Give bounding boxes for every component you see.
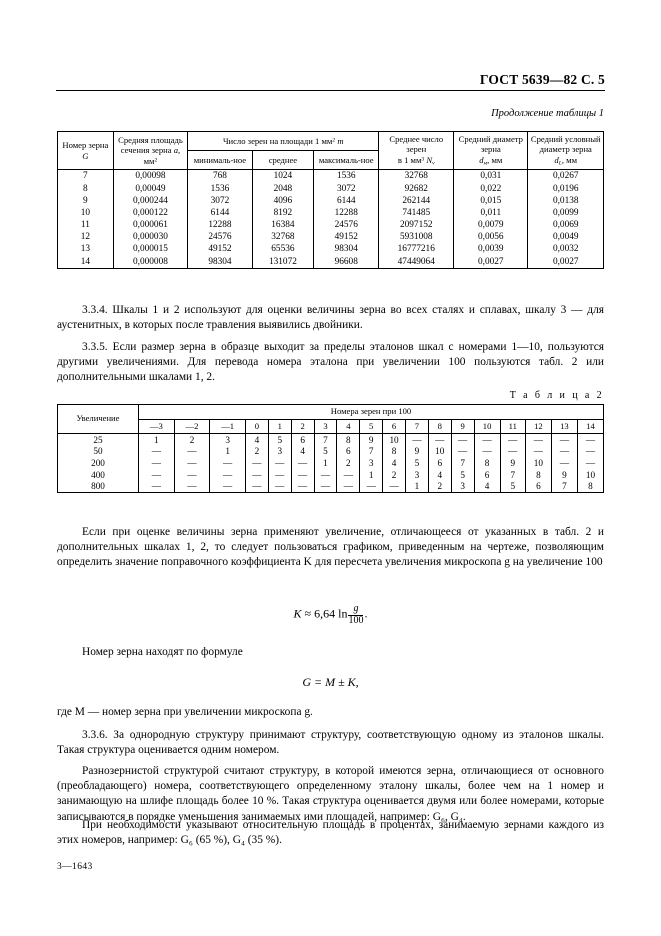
formula-k-period: . bbox=[364, 606, 368, 621]
table2-cell: 5 bbox=[500, 481, 525, 493]
th-mean-diameter-sub: м bbox=[483, 160, 488, 167]
table2-colhead-14: 11 bbox=[500, 419, 525, 434]
table1-cell-max: 12288 bbox=[314, 207, 379, 219]
formula-k-equals: ≈ bbox=[304, 606, 312, 621]
table2-colhead-0: —3 bbox=[139, 419, 175, 434]
table1-cell-Nv: 47449064 bbox=[379, 256, 454, 269]
formula-k-coefficient: 6,64 ln bbox=[314, 606, 348, 621]
table2-cell: 3 bbox=[360, 457, 383, 469]
table1-cell-max: 96608 bbox=[314, 256, 379, 269]
table1-cell-Nv: 5931008 bbox=[379, 231, 454, 243]
table2-cell: — bbox=[314, 481, 337, 493]
table2-cell: — bbox=[245, 481, 268, 493]
th-max bbox=[314, 151, 379, 170]
table2-head bbox=[58, 405, 604, 434]
table-row bbox=[58, 207, 604, 219]
th-min bbox=[188, 151, 253, 170]
table1-cell-a: 0,000030 bbox=[113, 231, 187, 243]
table2-cell: 10 bbox=[383, 434, 406, 446]
table1-body bbox=[58, 170, 604, 269]
th-grain-number-label: Номер зерна bbox=[62, 140, 109, 151]
table1-cell-min: 768 bbox=[188, 170, 253, 183]
table1-cell-Nv: 92682 bbox=[379, 183, 454, 195]
table2-cell: 8 bbox=[337, 434, 360, 446]
table-row bbox=[58, 170, 604, 183]
table2-cell: 10 bbox=[428, 446, 451, 458]
table2-cell: — bbox=[139, 469, 175, 481]
table2-colhead-15: 12 bbox=[525, 419, 551, 434]
table1-cell-G: 7 bbox=[58, 170, 114, 183]
table1-cell-dm: 0,0027 bbox=[454, 256, 528, 269]
table1-cell-dL: 0,0267 bbox=[528, 170, 604, 183]
table2-cell: 7 bbox=[451, 457, 474, 469]
th-max-label: максималь-ное bbox=[318, 155, 374, 166]
table2-cell: — bbox=[139, 446, 175, 458]
page-header-standard-number: ГОСТ 5639—82 С. 5 bbox=[479, 72, 605, 87]
table2-cell: — bbox=[245, 457, 268, 469]
table2-cell: 4 bbox=[383, 457, 406, 469]
table2-cell: — bbox=[268, 469, 291, 481]
paragraph-relative-area: При необходимости указывают относительную площадь в процентах, занимаемую зернами каждого из этих номеров, например: G₆ (65 %), G₄ (35 %). bbox=[57, 819, 604, 847]
th-magnification bbox=[58, 405, 139, 434]
table2-cell: 8 bbox=[577, 481, 603, 493]
table2-colhead-5: 2 bbox=[291, 419, 314, 434]
th-grain-numbers-at-100-label: Номера зерен при 100 bbox=[330, 406, 412, 416]
table1-cell-dL: 0,0099 bbox=[528, 207, 604, 219]
th-cond-diameter-label: Средний условный диаметр зерна bbox=[530, 134, 601, 155]
table2-cell: 8 bbox=[525, 469, 551, 481]
paragraph-grain-formula-intro: Номер зерна находят по формуле bbox=[82, 646, 243, 658]
table2-cell: 8 bbox=[474, 457, 500, 469]
table2-cell: — bbox=[525, 446, 551, 458]
table2-cell: — bbox=[577, 457, 603, 469]
table1-cell-Nv: 16777216 bbox=[379, 244, 454, 256]
table2-cell: 3 bbox=[268, 446, 291, 458]
formula-k-fraction bbox=[348, 604, 363, 627]
table1-cell-a: 0,000015 bbox=[113, 244, 187, 256]
table1-cell-avg: 4096 bbox=[252, 195, 313, 207]
paragraph-3-3-4: 3.3.4. Шкалы 1 и 2 используют для оценки величины зерна во всех сталях и сплавах, шкалу 3 — для аустенитных, в которых после травления выявились двойники. bbox=[57, 304, 604, 332]
table1-cell-min: 98304 bbox=[188, 256, 253, 269]
table2-cell: — bbox=[139, 481, 175, 493]
th-mean-area-units-exp: 2 bbox=[154, 157, 158, 164]
table2-cell-magnification: 25 bbox=[58, 434, 139, 446]
table1-cell-G: 13 bbox=[58, 244, 114, 256]
paragraph-where-m: где M — номер зерна при увеличении микроскопа g. bbox=[57, 706, 313, 718]
table2-cell-magnification: 400 bbox=[58, 469, 139, 481]
table1-cell-dL: 0,0196 bbox=[528, 183, 604, 195]
table2-cell-magnification: 200 bbox=[58, 457, 139, 469]
table2-header-row-1 bbox=[58, 405, 604, 420]
formula-k-symbol: K bbox=[293, 606, 302, 621]
th-grain-count-group-symbol: m bbox=[337, 135, 344, 146]
table-row bbox=[58, 219, 604, 231]
th-mean-count-sublabel: в 1 мм bbox=[397, 154, 422, 165]
table2-cell: — bbox=[174, 457, 210, 469]
table2-cell: — bbox=[337, 481, 360, 493]
table2-cell: 3 bbox=[405, 469, 428, 481]
table2-cell-magnification: 800 bbox=[58, 481, 139, 493]
table-row bbox=[58, 231, 604, 243]
table2-cell: — bbox=[428, 434, 451, 446]
formula-k-numerator: g bbox=[353, 603, 359, 614]
table2-cell: 7 bbox=[551, 481, 577, 493]
table1-cell-dL: 0,0069 bbox=[528, 219, 604, 231]
table2-cell: 6 bbox=[525, 481, 551, 493]
table2-cell: 4 bbox=[245, 434, 268, 446]
table2-cell: 1 bbox=[405, 481, 428, 493]
table2-cell: — bbox=[174, 481, 210, 493]
table2-cell: — bbox=[210, 457, 246, 469]
table-row bbox=[58, 256, 604, 269]
table1-head bbox=[58, 132, 604, 170]
table1-cell-Nv: 2097152 bbox=[379, 219, 454, 231]
th-grain-count-group-label: Число зерен на площади 1 мм bbox=[222, 135, 333, 146]
th-grain-number bbox=[58, 132, 114, 170]
table2-cell: 2 bbox=[337, 457, 360, 469]
table2-cell: — bbox=[174, 446, 210, 458]
table1-cell-G: 8 bbox=[58, 183, 114, 195]
table1-cell-max: 3072 bbox=[314, 183, 379, 195]
table2-cell: 8 bbox=[383, 446, 406, 458]
table2-cell: 5 bbox=[451, 469, 474, 481]
table1-cell-Nv: 262144 bbox=[379, 195, 454, 207]
footer-signature: 3—1643 bbox=[57, 862, 93, 872]
table2-cell: — bbox=[174, 469, 210, 481]
table-row bbox=[58, 446, 604, 458]
paragraph-3-3-5: 3.3.5. Если размер зерна в образце выходит за пределы эталонов шкал с номерами 1—10, пользуются другими увеличениями. Для перевода номера эталона при увеличении 100 пользуются табл. 2 или дополнительными шкалами 1, 2. bbox=[57, 341, 604, 384]
table2-cell: 6 bbox=[291, 434, 314, 446]
th-cond-diameter-sub: L bbox=[558, 160, 562, 167]
table2-cell-magnification: 50 bbox=[58, 446, 139, 458]
th-mean-diameter: Средний диаметр зерна $d_м$, мм bbox=[454, 132, 528, 170]
table2-cell: 9 bbox=[405, 446, 428, 458]
th-mean-area bbox=[113, 132, 187, 170]
table1-cell-min: 49152 bbox=[188, 244, 253, 256]
table2-cell: — bbox=[474, 446, 500, 458]
table2-caption: Т а б л и ц а 2 bbox=[509, 390, 604, 401]
table-row bbox=[58, 481, 604, 493]
table2-cell: — bbox=[337, 469, 360, 481]
formula-grain-number-text: G = M ± K, bbox=[302, 675, 359, 689]
th-mean-area-units: мм bbox=[143, 155, 155, 166]
table1-caption: Продолжение таблицы 1 bbox=[491, 108, 604, 119]
table1-cell-G: 9 bbox=[58, 195, 114, 207]
table2-cell: — bbox=[314, 469, 337, 481]
th-cond-diameter-units: мм bbox=[566, 154, 578, 165]
table2-colhead-4: 1 bbox=[268, 419, 291, 434]
table2-colhead-11: 8 bbox=[428, 419, 451, 434]
table-row bbox=[58, 469, 604, 481]
table1-cell-min: 6144 bbox=[188, 207, 253, 219]
table1-cell-dm: 0,022 bbox=[454, 183, 528, 195]
table2-cell: 9 bbox=[551, 469, 577, 481]
table1-cell-dm: 0,011 bbox=[454, 207, 528, 219]
table2-cell: — bbox=[360, 481, 383, 493]
table1-cell-G: 10 bbox=[58, 207, 114, 219]
table2-colhead-17: 14 bbox=[577, 419, 603, 434]
table1-cell-G: 11 bbox=[58, 219, 114, 231]
table2-cell: 1 bbox=[360, 469, 383, 481]
table1-cell-avg: 32768 bbox=[252, 231, 313, 243]
table1-cell-max: 24576 bbox=[314, 219, 379, 231]
paragraph-heterogeneous-structure: Разнозернистой структурой считают структуру, в которой имеются зерна, отличающиеся от основного (преобладающего) номера, соответствующего определенному эталону шкалы, более чем на 1 номер и занимающую на шлифе площадь более 10 %. Такая структура оценивается двумя или более номерами, которые записываются в порядке уменьшения занимаемых ими площадей, например: G₆, G₄. bbox=[57, 765, 604, 823]
paragraph-correction-coefficient: Если при оценке величины зерна применяют увеличение, отличающееся от указанных в табл. 2 и дополнительных шкалах 1, 2, то следует пользоваться графиком, приведенным на чертеже, позволяющим определить значение поправочного коэффициента K для пересчета увеличения микроскопа g на увеличение 100 bbox=[57, 526, 604, 569]
table2-cell: 9 bbox=[360, 434, 383, 446]
formula-correction-coefficient bbox=[57, 604, 604, 627]
th-grain-number-symbol: G bbox=[82, 150, 89, 161]
table1-cell-dm: 0,015 bbox=[454, 195, 528, 207]
table2-colhead-7: 4 bbox=[337, 419, 360, 434]
table1-cell-avg: 8192 bbox=[252, 207, 313, 219]
table1-cell-dL: 0,0138 bbox=[528, 195, 604, 207]
th-magnification-label: Увеличение bbox=[76, 413, 120, 424]
table1-cell-dL: 0,0032 bbox=[528, 244, 604, 256]
header-rule bbox=[56, 90, 605, 91]
table2-colhead-1: —2 bbox=[174, 419, 210, 434]
table2-cell: — bbox=[210, 469, 246, 481]
table2-cell: — bbox=[551, 434, 577, 446]
table1-cell-avg: 2048 bbox=[252, 183, 313, 195]
table2-cell: — bbox=[291, 481, 314, 493]
table2-cell: 1 bbox=[314, 457, 337, 469]
table2-cell: — bbox=[474, 434, 500, 446]
th-mean-count-symbol: N bbox=[426, 154, 433, 165]
table2-cell: — bbox=[577, 446, 603, 458]
table1-cell-min: 3072 bbox=[188, 195, 253, 207]
table1-cell-Nv: 741485 bbox=[379, 207, 454, 219]
table2-cell: 2 bbox=[383, 469, 406, 481]
table2-header-row-2 bbox=[58, 419, 604, 434]
th-mean-diameter-units: мм bbox=[491, 154, 503, 165]
table2-cell: 1 bbox=[210, 446, 246, 458]
table1-cell-Nv: 32768 bbox=[379, 170, 454, 183]
table2-colhead-13: 10 bbox=[474, 419, 500, 434]
table2-cell: — bbox=[500, 446, 525, 458]
table2-cell: — bbox=[500, 434, 525, 446]
table2-cell: — bbox=[210, 481, 246, 493]
table2-colhead-16: 13 bbox=[551, 419, 577, 434]
table1-cell-a: 0,000122 bbox=[113, 207, 187, 219]
table1-cell-G: 12 bbox=[58, 231, 114, 243]
table1-cell-a: 0,000008 bbox=[113, 256, 187, 269]
th-mean-count-symbol-sub: v bbox=[432, 160, 435, 167]
table2-cell: — bbox=[383, 481, 406, 493]
th-cond-diameter: Средний условный диаметр зерна $d_L$, мм bbox=[528, 132, 604, 170]
table1-cell-dL: 0,0049 bbox=[528, 231, 604, 243]
table2-cell: 7 bbox=[500, 469, 525, 481]
th-mean-diameter-label: Средний диаметр зерна bbox=[458, 134, 523, 155]
formula-k-denominator: 100 bbox=[348, 615, 364, 626]
th-grain-count-group bbox=[188, 132, 379, 151]
table2-cell: 1 bbox=[139, 434, 175, 446]
table2-cell: 10 bbox=[577, 469, 603, 481]
table1-cell-avg: 1024 bbox=[252, 170, 313, 183]
table2-cell: 2 bbox=[174, 434, 210, 446]
table-row bbox=[58, 457, 604, 469]
table1-cell-min: 12288 bbox=[188, 219, 253, 231]
table2-cell: 6 bbox=[337, 446, 360, 458]
th-mean-area-label: Средняя площадь сечения зерна bbox=[118, 135, 183, 156]
table2-cell: 5 bbox=[405, 457, 428, 469]
table2-cell: 2 bbox=[428, 481, 451, 493]
th-mean-count-exp: 3 bbox=[421, 156, 425, 163]
table2-colhead-10: 7 bbox=[405, 419, 428, 434]
th-min-label: минималь-ное bbox=[193, 155, 247, 166]
table2-colhead-3: 0 bbox=[245, 419, 268, 434]
table1-cell-a: 0,000244 bbox=[113, 195, 187, 207]
table1-cell-max: 98304 bbox=[314, 244, 379, 256]
table1-cell-dm: 0,031 bbox=[454, 170, 528, 183]
table2-cell: 10 bbox=[525, 457, 551, 469]
th-mean-area-symbol: a, bbox=[173, 145, 181, 156]
th-avg bbox=[252, 151, 313, 170]
table1-cell-max: 6144 bbox=[314, 195, 379, 207]
table-row bbox=[58, 434, 604, 446]
th-mean-count bbox=[379, 132, 454, 170]
table2-cell: 5 bbox=[268, 434, 291, 446]
th-avg-label: среднее bbox=[268, 155, 298, 166]
table2-cell: — bbox=[405, 434, 428, 446]
table1-cell-dm: 0,0039 bbox=[454, 244, 528, 256]
table2-cell: — bbox=[268, 457, 291, 469]
table2-cell: 4 bbox=[291, 446, 314, 458]
table1-cell-dL: 0,0027 bbox=[528, 256, 604, 269]
table2-cell: 7 bbox=[360, 446, 383, 458]
table2-colhead-12: 9 bbox=[451, 419, 474, 434]
table-row bbox=[58, 244, 604, 256]
table1-cell-max: 1536 bbox=[314, 170, 379, 183]
table1-cell-G: 14 bbox=[58, 256, 114, 269]
th-grain-count-group-exp: 2 bbox=[332, 137, 336, 144]
table1-cell-a: 0,00098 bbox=[113, 170, 187, 183]
th-mean-count-label: Среднее число зерен bbox=[389, 134, 444, 155]
table2-cell: 2 bbox=[245, 446, 268, 458]
table2-cell: 4 bbox=[474, 481, 500, 493]
table1-cell-max: 49152 bbox=[314, 231, 379, 243]
table2-colhead-6: 3 bbox=[314, 419, 337, 434]
table-grain-size-continuation bbox=[57, 131, 604, 269]
formula-grain-number bbox=[57, 675, 604, 690]
table1-cell-min: 24576 bbox=[188, 231, 253, 243]
table2-colhead-8: 5 bbox=[360, 419, 383, 434]
table2-cell: 6 bbox=[428, 457, 451, 469]
table2-cell: 9 bbox=[500, 457, 525, 469]
table2-cell: — bbox=[268, 481, 291, 493]
table1-cell-a: 0,00049 bbox=[113, 183, 187, 195]
table-row bbox=[58, 183, 604, 195]
th-grain-numbers-at-100 bbox=[139, 405, 604, 420]
th-mean-diameter-symbol: d bbox=[479, 154, 484, 165]
table2-cell: — bbox=[291, 457, 314, 469]
table2-colhead-9: 6 bbox=[383, 419, 406, 434]
table2-cell: — bbox=[577, 434, 603, 446]
table2-cell: 3 bbox=[451, 481, 474, 493]
table1-cell-dm: 0,0056 bbox=[454, 231, 528, 243]
table2-body bbox=[58, 434, 604, 493]
table1-cell-dm: 0,0079 bbox=[454, 219, 528, 231]
table2-cell: — bbox=[551, 457, 577, 469]
table2-cell: 4 bbox=[428, 469, 451, 481]
table2-cell: — bbox=[451, 446, 474, 458]
table2-colhead-2: —1 bbox=[210, 419, 246, 434]
table2-cell: — bbox=[139, 457, 175, 469]
table2-cell: 7 bbox=[314, 434, 337, 446]
table2-cell: — bbox=[245, 469, 268, 481]
table1-cell-avg: 65536 bbox=[252, 244, 313, 256]
table2-cell: — bbox=[551, 446, 577, 458]
table1-cell-avg: 16384 bbox=[252, 219, 313, 231]
table2-cell: — bbox=[525, 434, 551, 446]
table1-cell-a: 0,000061 bbox=[113, 219, 187, 231]
table1-header-row-1 bbox=[58, 132, 604, 151]
table2-cell: — bbox=[291, 469, 314, 481]
table-magnification-grain-numbers bbox=[57, 404, 604, 493]
table2-cell: — bbox=[451, 434, 474, 446]
table1-cell-min: 1536 bbox=[188, 183, 253, 195]
table2-cell: 5 bbox=[314, 446, 337, 458]
table-row bbox=[58, 195, 604, 207]
paragraph-3-3-6: 3.3.6. За однородную структуру принимают структуру, соответствующую одному из эталонов шкалы. Такая структура оценивается одним номером. bbox=[57, 729, 604, 757]
table2-cell: 6 bbox=[474, 469, 500, 481]
table1-cell-avg: 131072 bbox=[252, 256, 313, 269]
th-cond-diameter-symbol: d bbox=[554, 154, 559, 165]
table2-cell: 3 bbox=[210, 434, 246, 446]
